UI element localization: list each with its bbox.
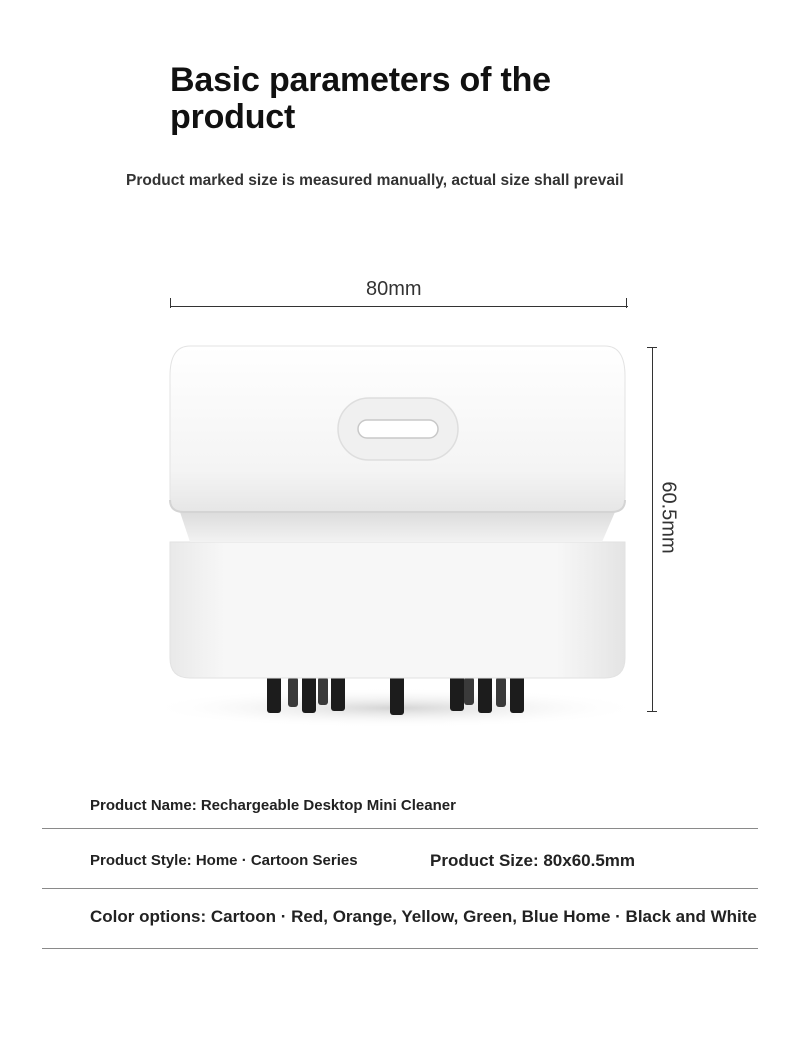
divider-2: [42, 888, 758, 889]
width-dimension-line: [170, 306, 628, 307]
width-dimension-tick-right: [626, 298, 627, 308]
desktop-mini-cleaner-illustration: [140, 340, 650, 730]
page-title: Basic parameters of the product: [170, 61, 551, 136]
product-size-text: Product Size: 80x60.5mm: [430, 851, 636, 870]
brush-bristles: [267, 675, 524, 715]
product-style-text: Product Style: Home · Cartoon Series: [90, 852, 358, 869]
width-dimension-tick-left: [170, 298, 171, 308]
height-dimension-line: [652, 348, 653, 712]
product-name-text: Product Name: Rechargeable Desktop Mini Cleaner: [90, 797, 456, 814]
page-subtitle: Product marked size is measured manually, actual size shall prevail: [126, 172, 624, 189]
height-dimension-label: 60.5mm: [657, 481, 680, 554]
divider-1: [42, 828, 758, 829]
waist-recess: [180, 512, 615, 542]
bottom-shell: [170, 542, 625, 678]
power-button-icon: [358, 420, 438, 438]
divider-3: [42, 948, 758, 949]
color-options-text: Color options: Cartoon · Red, Orange, Yellow, Green, Blue Home · Black and White: [90, 907, 757, 926]
width-dimension-label: 80mm: [366, 278, 422, 300]
